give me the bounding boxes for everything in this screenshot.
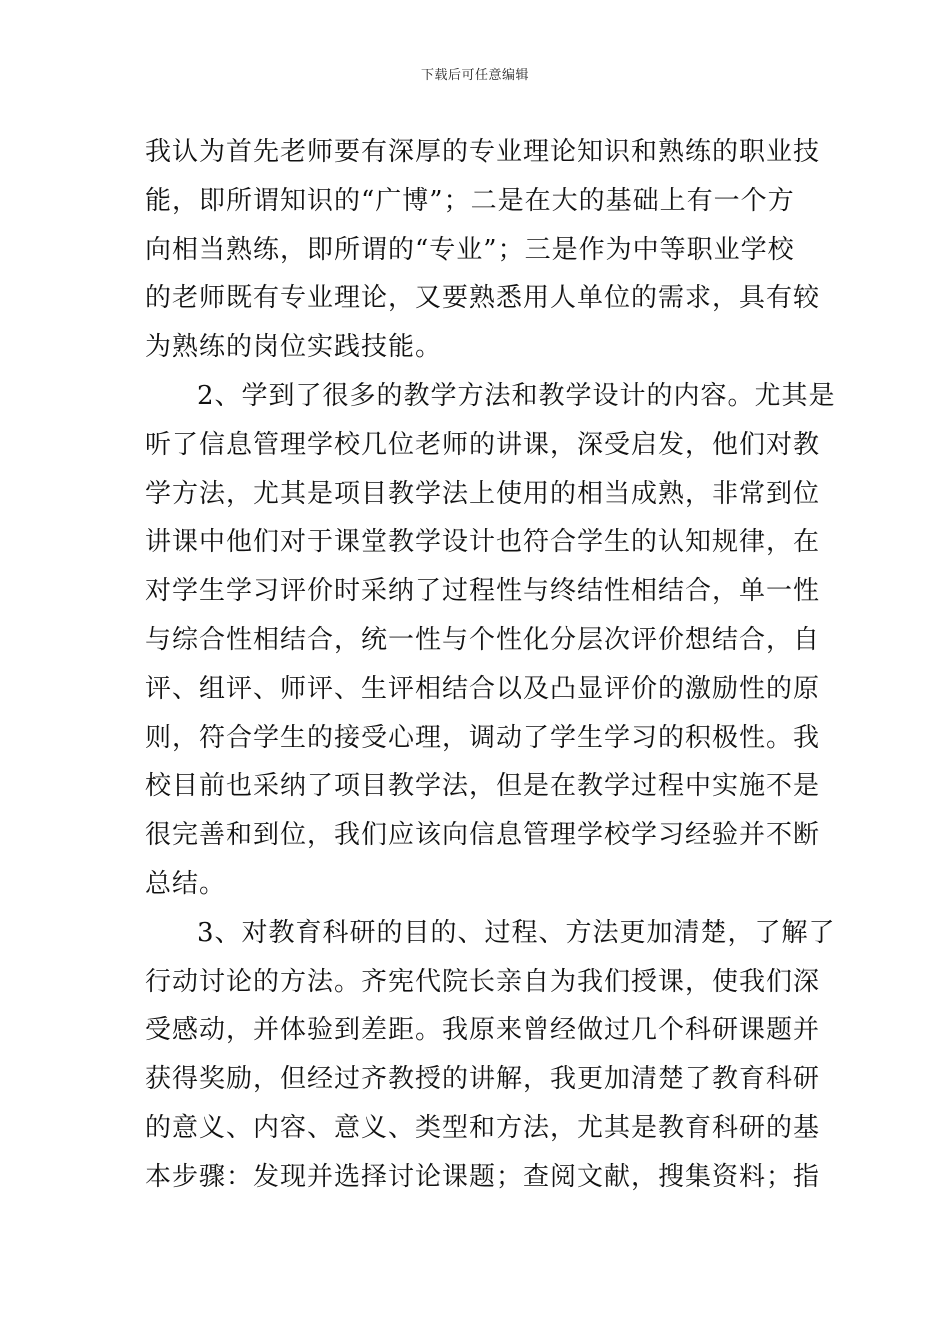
text-line: 校目前也采纳了项目教学法，但是在教学过程中实施不是 — [145, 771, 821, 802]
paragraph-1 — [145, 128, 821, 372]
text-line-first: 2、学到了很多的教学方法和教学设计的内容。尤其是 — [197, 380, 836, 411]
text-line-first: 3、对教育科研的目的、过程、方法更加清楚，了解了 — [197, 917, 836, 948]
text-line: 则，符合学生的接受心理，调动了学生学习的积极性。我 — [145, 722, 821, 753]
text-line: 听了信息管理学校几位老师的讲课，深受启发，他们对教 — [145, 429, 821, 460]
text-line: 学方法，尤其是项目教学法上使用的相当成熟，非常到位 — [145, 478, 821, 509]
document-body — [145, 128, 836, 1202]
text-line: 的意义、内容、意义、类型和方法，尤其是教育科研的基 — [145, 1112, 821, 1143]
text-line: 评、组评、师评、生评相结合以及凸显评价的激励性的原 — [145, 673, 821, 704]
text-line: 向相当熟练，即所谓的“专业”；三是作为中等职业学校 — [145, 234, 795, 265]
text-line: 行动讨论的方法。齐宪代院长亲自为我们授课，使我们深 — [145, 966, 821, 997]
paragraph-2 — [145, 372, 836, 909]
text-line: 为熟练的岗位实践技能。 — [145, 332, 443, 363]
text-line: 能，即所谓知识的“广博”；二是在大的基础上有一个方 — [145, 185, 795, 216]
paragraph-3 — [145, 909, 836, 1202]
text-line: 总结。 — [145, 868, 227, 899]
text-line: 受感动，并体验到差距。我原来曾经做过几个科研课题并 — [145, 1015, 821, 1046]
page-header-note: 下载后可任意编辑 — [420, 68, 529, 83]
text-line: 对学生学习评价时采纳了过程性与终结性相结合，单一性 — [145, 576, 821, 607]
text-line: 我认为首先老师要有深厚的专业理论知识和熟练的职业技 — [145, 137, 821, 167]
text-line: 讲课中他们对于课堂教学设计也符合学生的认知规律，在 — [145, 527, 821, 558]
text-line: 很完善和到位，我们应该向信息管理学校学习经验并不断 — [145, 820, 821, 851]
text-line: 获得奖励，但经过齐教授的讲解，我更加清楚了教育科研 — [145, 1064, 821, 1095]
text-line: 的老师既有专业理论，又要熟悉用人单位的需求，具有较 — [145, 283, 821, 314]
text-line: 本步骤：发现并选择讨论课题；查阅文献，搜集资料；指 — [145, 1161, 821, 1192]
text-line: 与综合性相结合，统一性与个性化分层次评价想结合，自 — [145, 624, 821, 655]
